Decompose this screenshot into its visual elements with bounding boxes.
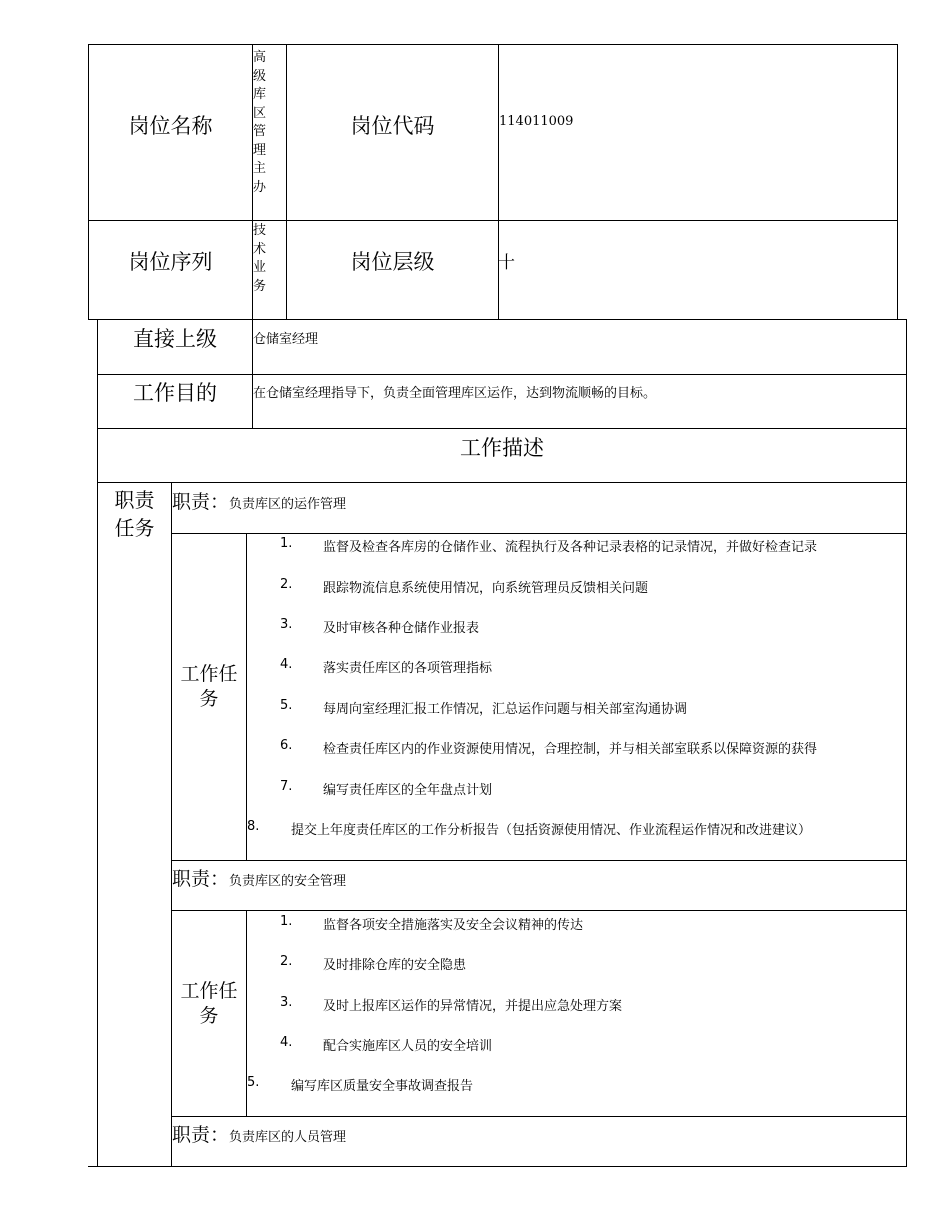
task-number: 4. — [280, 1035, 293, 1050]
task-label-line: 工作任 — [180, 663, 238, 685]
duty-prefix: 职责： — [172, 868, 230, 890]
task-text: 及时排除仓库的安全隐患 — [323, 958, 467, 973]
task-number: 2. — [280, 577, 293, 592]
position-name-label: 岗位名称 — [128, 114, 213, 138]
level-label: 岗位层级 — [350, 250, 435, 274]
position-code-label: 岗位代码 — [350, 114, 435, 138]
purpose-value: 在仓储室经理指导下，负责全面管理库区运作，达到物流顺畅的目标。 — [253, 386, 657, 401]
duty-prefix: 职责： — [172, 1124, 230, 1146]
position-name-char: 管 — [253, 124, 267, 139]
task-number: 4. — [280, 657, 293, 672]
duty-title-text: 负责库区的安全管理 — [229, 874, 347, 889]
task-text: 配合实施库区人员的安全培训 — [323, 1039, 493, 1054]
task-number: 2. — [280, 954, 293, 969]
task-text: 及时审核各种仓储作业报表 — [323, 621, 480, 636]
position-name-char: 办 — [253, 179, 267, 195]
task-number: 5. — [247, 1075, 260, 1090]
position-name-char: 区 — [253, 105, 267, 121]
task-label — [172, 662, 246, 712]
superior-label: 直接上级 — [133, 327, 217, 351]
position-name-char: 库 — [253, 87, 267, 102]
duty-prefix: 职责： — [172, 491, 230, 513]
task-text: 监督各项安全措施落实及安全会议精神的传达 — [323, 918, 584, 933]
position-code-value: 114011009 — [499, 114, 574, 129]
sequence-char: 技 — [253, 223, 267, 238]
task-number: 3. — [280, 617, 293, 632]
sequence-char: 术 — [253, 241, 267, 257]
task-number: 6. — [280, 738, 293, 753]
position-name-char: 理 — [253, 142, 267, 158]
task-number: 8. — [247, 819, 260, 834]
task-text: 每周向室经理汇报工作情况，汇总运作问题与相关部室沟通协调 — [323, 702, 688, 717]
position-name-char: 级 — [253, 68, 267, 84]
task-number: 7. — [280, 779, 293, 794]
position-name-char: 高 — [253, 50, 267, 65]
task-label-line: 工作任 — [180, 980, 238, 1002]
task-number: 5. — [280, 698, 293, 713]
purpose-label: 工作目的 — [133, 381, 217, 405]
task-text: 监督及检查各库房的仓储作业、流程执行及各种记录表格的记录情况，并做好检查记录 — [323, 540, 818, 555]
duties-label-line: 任务 — [114, 516, 155, 540]
duty-title — [172, 1120, 346, 1147]
duties-label-line: 职责 — [114, 488, 155, 512]
task-label-line: 务 — [199, 1005, 219, 1027]
sequence-label: 岗位序列 — [128, 250, 213, 274]
duty-title — [172, 864, 346, 891]
task-text: 编写责任库区的全年盘点计划 — [323, 783, 493, 798]
description-title: 工作描述 — [460, 436, 544, 460]
sequence-value — [253, 222, 269, 296]
duties-label — [98, 486, 171, 542]
task-number: 3. — [280, 995, 293, 1010]
task-number: 1. — [280, 536, 293, 551]
duty-title-text: 负责库区的运作管理 — [229, 497, 347, 512]
superior-value: 仓储室经理 — [253, 332, 319, 347]
sequence-char: 业 — [253, 260, 267, 275]
duty-title-text: 负责库区的人员管理 — [229, 1130, 347, 1145]
task-text: 检查责任库区内的作业资源使用情况，合理控制，并与相关部室联系以保障资源的获得 — [323, 742, 818, 757]
sequence-char: 务 — [253, 278, 267, 294]
level-value: 十 — [498, 253, 515, 273]
position-name-char: 主 — [253, 161, 267, 176]
duty-title — [172, 487, 346, 514]
task-label-line: 务 — [199, 688, 219, 710]
task-text: 编写库区质量安全事故调查报告 — [291, 1079, 474, 1094]
task-text: 及时上报库区运作的异常情况，并提出应急处理方案 — [323, 999, 623, 1014]
task-label — [172, 979, 246, 1029]
task-number: 1. — [280, 914, 293, 929]
task-text: 落实责任库区的各项管理指标 — [323, 661, 493, 676]
position-name-value — [253, 49, 269, 197]
task-text: 跟踪物流信息系统使用情况，向系统管理员反馈相关问题 — [323, 581, 649, 596]
task-text: 提交上年度责任库区的工作分析报告（包括资源使用情况、作业流程运作情况和改进建议） — [291, 823, 812, 838]
